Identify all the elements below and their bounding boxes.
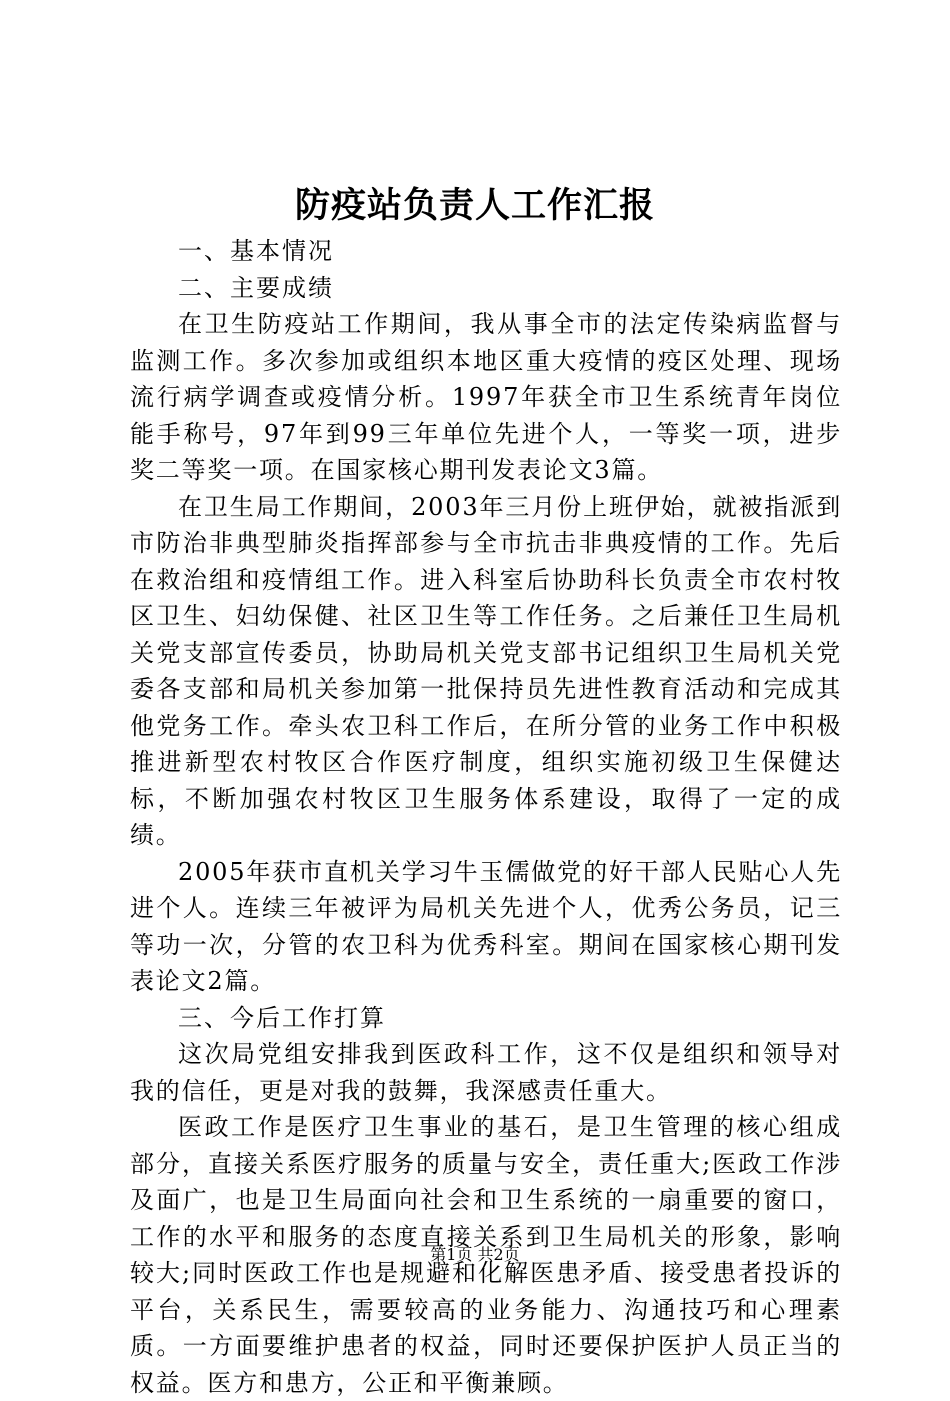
document-title: 防疫站负责人工作汇报: [294, 185, 655, 226]
section-heading-future-plans: 三、今后工作打算: [178, 1003, 386, 1032]
paragraph-medical-administration: 医政工作是医疗卫生事业的基石，是卫生管理的核心组成部分，直接关系医疗服务的质量与安全，责任重大;医政工作涉及面广，也是卫生局面向社会和卫生系统的一扇重要的窗口，工作的水平和服务的态度直接关系到卫生局机关的形象，影响较大;同时医政工作也是规避和化解医患矛盾、接受患者投诉的平台，关系民生，需要较高的业务能力、沟通技巧和心理素质。一方面要维护患者的权益，同时还要保护医护人员正当的权益。医方和患方，公正和平衡兼顾。: [130, 1113, 842, 1397]
document-body: [130, 233, 842, 1401]
paragraph-epidemic-station-work: 在卫生防疫站工作期间，我从事全市的法定传染病监督与监测工作。多次参加或组织本地区重大疫情的疫区处理、现场流行病学调查或疫情分析。1997年获全市卫生系统青年岗位能手称号，97年到99三年单位先进个人，一等奖一项，进步奖二等奖一项。在国家核心期刊发表论文3篇。: [130, 310, 842, 484]
paragraph-new-assignment: 这次局党组安排我到医政科工作，这不仅是组织和领导对我的信任，更是对我的鼓舞，我深感责任重大。: [130, 1040, 842, 1105]
paragraph-honors-2005: 2005年获市直机关学习牛玉儒做党的好干部人民贴心人先进个人。连续三年被评为局机关先进个人，优秀公务员，记三等功一次，分管的农卫科为优秀科室。期间在国家核心期刊发表论文2篇。: [130, 857, 842, 995]
paragraph-health-bureau-work: 在卫生局工作期间，2003年三月份上班伊始，就被指派到市防治非典型肺炎指挥部参与全市抗击非典疫情的工作。先后在救治组和疫情组工作。进入科室后协助科长负责全市农村牧区卫生、妇幼保健、社区卫生等工作任务。之后兼任卫生局机关党支部宣传委员，协助局机关党支部书记组织卫生局机关党委各支部和局机关参加第一批保持员先进性教育活动和完成其他党务工作。牵头农卫科工作后，在所分管的业务工作中积极推进新型农村牧区合作医疗制度，组织实施初级卫生保健达标，不断加强农村牧区卫生服务体系建设，取得了一定的成绩。: [130, 492, 842, 849]
section-heading-main-achievements: 二、主要成绩: [178, 273, 334, 302]
page-footer: 第1页 共2页: [430, 1245, 520, 1264]
section-heading-basic-info: 一、基本情况: [178, 237, 334, 265]
